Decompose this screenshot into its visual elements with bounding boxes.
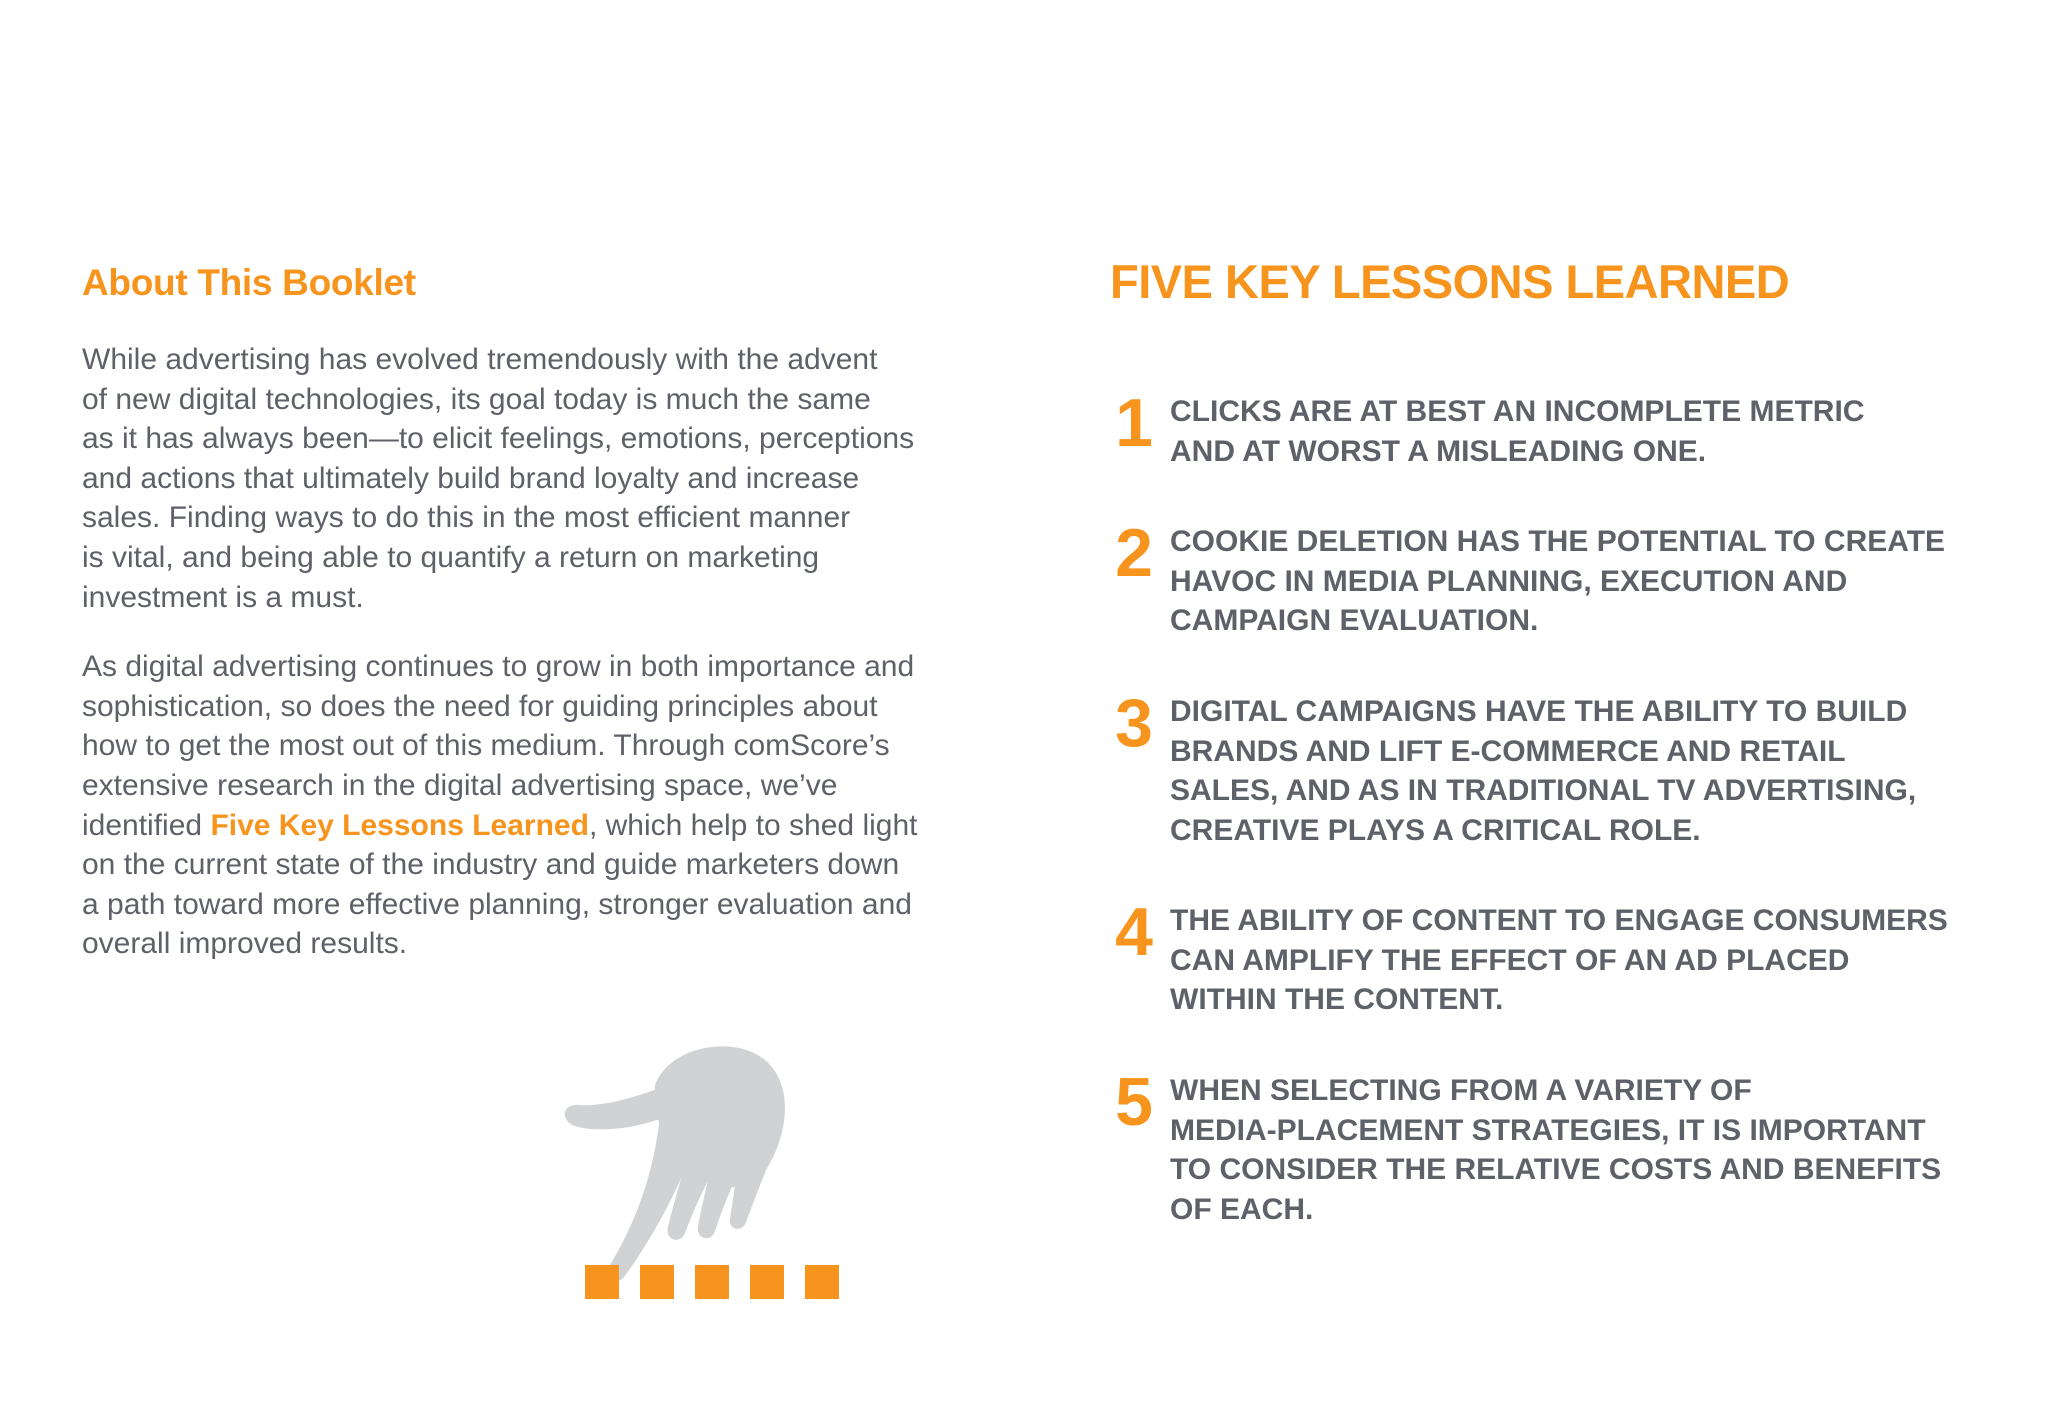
para1-line: is vital, and being able to quantify a return on marketing <box>82 540 820 574</box>
key-square-3 <box>695 1265 729 1299</box>
key-square-1 <box>585 1265 619 1299</box>
lesson-number: 1 <box>1115 385 1153 461</box>
key-square-4 <box>750 1265 784 1299</box>
lesson-number: 2 <box>1115 515 1153 591</box>
para2-line: sophistication, so does the need for guiding principles about <box>82 689 878 723</box>
lesson-line: BRANDS AND LIFT E-COMMERCE AND RETAIL <box>1170 734 1846 768</box>
lesson-line: CREATIVE PLAYS A CRITICAL ROLE. <box>1170 813 1701 847</box>
pointing-hand-icon <box>560 1015 840 1315</box>
about-paragraph-1 <box>82 340 962 617</box>
para2-line: extensive research in the digital advertising space, we’ve <box>82 768 838 802</box>
para1-line: and actions that ultimately build brand loyalty and increase <box>82 461 860 495</box>
lessons-section <box>1110 254 2010 1226</box>
about-paragraph-2 <box>82 647 962 964</box>
para2-line: overall improved results. <box>82 927 408 961</box>
five-key-lessons-highlight: Five Key Lessons Learned <box>210 808 589 842</box>
para2-highlight-prefix: identified <box>82 808 211 842</box>
lesson-line: WITHIN THE CONTENT. <box>1170 983 1504 1017</box>
lesson-text <box>1170 692 2030 850</box>
lesson-line: AND AT WORST A MISLEADING ONE. <box>1170 434 1707 468</box>
lesson-line: TO CONSIDER THE RELATIVE COSTS AND BENEFITS <box>1170 1153 1942 1187</box>
lesson-line: CAN AMPLIFY THE EFFECT OF AN AD PLACED <box>1170 943 1850 977</box>
para2-highlight-suffix: , which help to shed light <box>588 808 918 842</box>
lesson-text <box>1170 901 2030 1020</box>
lesson-line: WHEN SELECTING FROM A VARIETY OF <box>1170 1074 1752 1107</box>
lessons-heading: FIVE KEY LESSONS LEARNED <box>1110 255 1790 308</box>
lesson-line: THE ABILITY OF CONTENT TO ENGAGE CONSUMERS <box>1170 904 1948 937</box>
lesson-number: 3 <box>1115 685 1153 761</box>
lesson-line: OF EACH. <box>1170 1192 1314 1226</box>
para2-highlight-line <box>82 806 962 846</box>
about-heading: About This Booklet <box>82 262 416 303</box>
para1-line: as it has always been—to elicit feelings, emotions, perceptions <box>82 422 915 456</box>
lesson-line: SALES, AND AS IN TRADITIONAL TV ADVERTISING, <box>1170 774 1917 808</box>
lesson-number: 5 <box>1115 1064 1153 1140</box>
about-section <box>82 258 962 994</box>
lesson-line: CAMPAIGN EVALUATION. <box>1170 604 1539 638</box>
lesson-line: DIGITAL CAMPAIGNS HAVE THE ABILITY TO BUILD <box>1170 695 1908 728</box>
lesson-line: COOKIE DELETION HAS THE POTENTIAL TO CREATE <box>1170 525 1946 558</box>
para1-line: investment is a must. <box>82 580 364 614</box>
lesson-line: MEDIA-PLACEMENT STRATEGIES, IT IS IMPORTANT <box>1170 1113 1926 1147</box>
hand-shape <box>565 1046 785 1281</box>
para1-line: of new digital technologies, its goal today is much the same <box>82 382 871 416</box>
key-square-2 <box>640 1265 674 1299</box>
lesson-text <box>1170 522 2030 641</box>
lesson-text <box>1170 392 2030 471</box>
lesson-text <box>1170 1071 2030 1229</box>
para1-line: While advertising has evolved tremendously with the advent <box>82 343 878 376</box>
lesson-number: 4 <box>1115 894 1153 970</box>
para2-line: on the current state of the industry and guide marketers down <box>82 848 900 882</box>
para1-line: sales. Finding ways to do this in the most efficient manner <box>82 501 851 535</box>
para2-line: As digital advertising continues to grow in both importance and <box>82 650 915 684</box>
para2-line: how to get the most out of this medium. Through comScore’s <box>82 729 890 763</box>
lesson-line: HAVOC IN MEDIA PLANNING, EXECUTION AND <box>1170 564 1848 598</box>
key-square-5 <box>805 1265 839 1299</box>
para2-line: a path toward more effective planning, stronger evaluation and <box>82 887 912 921</box>
lesson-line: CLICKS ARE AT BEST AN INCOMPLETE METRIC <box>1170 395 1865 428</box>
